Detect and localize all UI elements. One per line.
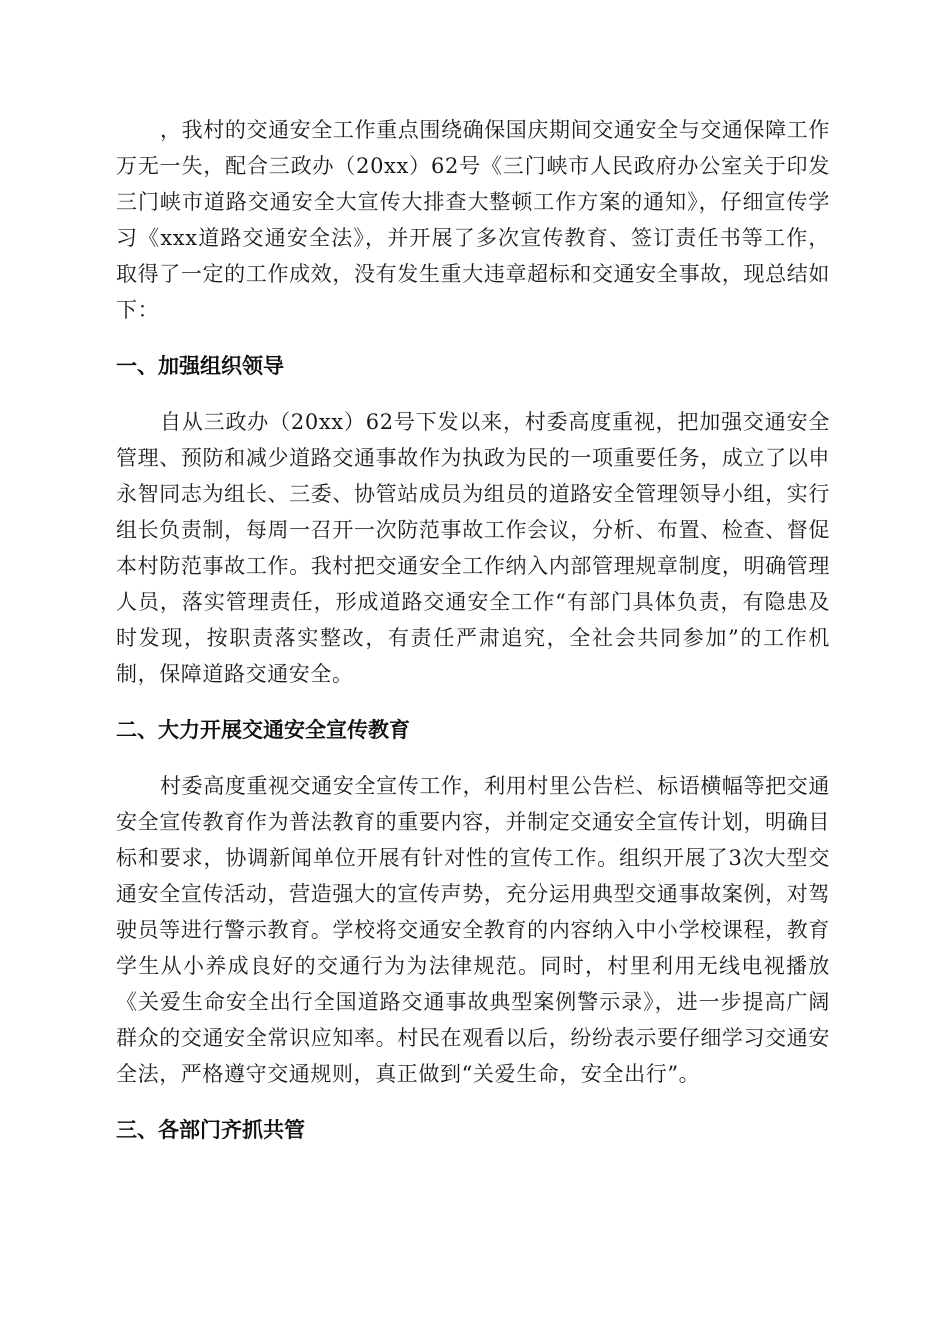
section-heading-3: 三、各部门齐抓共管 (116, 1118, 305, 1142)
section-1-paragraph: 自从三政办（20xx）62号下发以来，村委高度重视，把加强交通安全管理、预防和减少道路交通事故作为执政为民的一项重要任务，成立了以申永智同志为组长、三委、协管站成员为组员的道路安全管理领导小组，实行组长负责制，每周一召开一次防范事故工作会议，分析、布置、检查、督促本村防范事故工作。我村把交通安全工作纳入内部管理规章制度，明确管理人员，落实管理责任，形成道路交通安全工作“有部门具体负责，有隐患及时发现，按职责落实整改，有责任严肃追究，全社会共同参加”的工作机制，保障道路交通安全。 (116, 410, 830, 686)
section-heading-2: 二、大力开展交通安全宣传教育 (116, 718, 410, 742)
intro-paragraph: ，我村的交通安全工作重点围绕确保国庆期间交通安全与交通保障工作万无一失，配合三政办（20xx）62号《三门峡市人民政府办公室关于印发三门峡市道路交通安全大宣传大排查大整顿工作方案的通知》，仔细宣传学习《xxx道路交通安全法》，并开展了多次宣传教育、签订责任书等工作，取得了一定的工作成效，没有发生重大违章超标和交通安全事故，现总结如下： (116, 118, 830, 322)
section-heading-1: 一、加强组织领导 (116, 354, 284, 378)
section-2-paragraph: 村委高度重视交通安全宣传工作，利用村里公告栏、标语横幅等把交通安全宣传教育作为普法教育的重要内容，并制定交通安全宣传计划，明确目标和要求，协调新闻单位开展有针对性的宣传工作。组织开展了3次大型交通安全宣传活动，营造强大的宣传声势，充分运用典型交通事故案例，对驾驶员等进行警示教育。学校将交通安全教育的内容纳入中小学校课程，教育学生从小养成良好的交通行为为法律规范。同时，村里利用无线电视播放《关爱生命安全出行全国道路交通事故典型案例警示录》，进一步提高广阔群众的交通安全常识应知率。村民在观看以后，纷纷表示要仔细学习交通安全法，严格遵守交通规则，真正做到“关爱生命，安全出行”。 (116, 774, 830, 1086)
document-body (116, 112, 830, 1148)
